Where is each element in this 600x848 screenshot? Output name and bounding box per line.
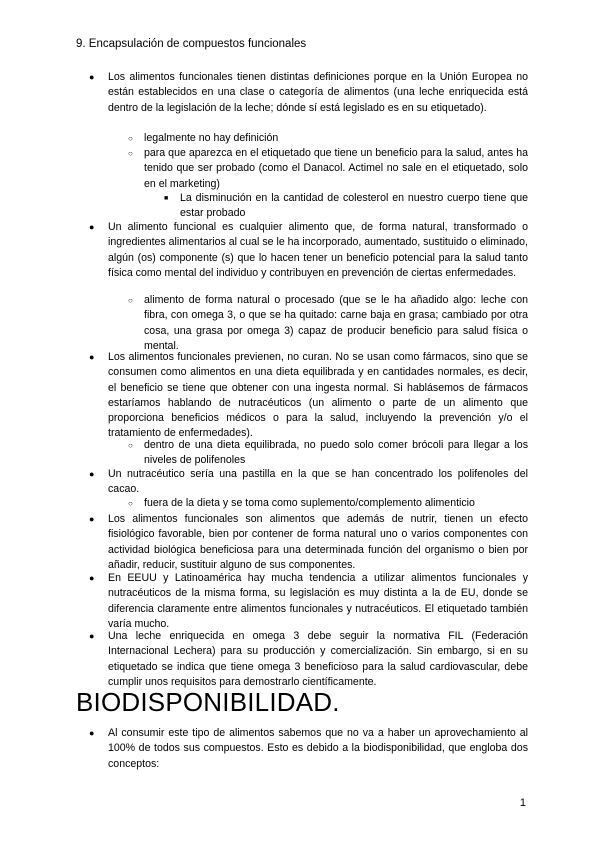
section-title: 9. Encapsulación de compuestos funcionales — [76, 38, 307, 50]
bullet-dot-icon: ● — [89, 573, 95, 583]
list-item: alimento de forma natural o procesado (que se le ha añadido algo: leche con fibra, con omega 3, o que se ha quitado: carne baja en grasa; cambiado por otra cosa, una grasa por omega 3) capaz de producir beneficio para salud física o mental. — [144, 294, 528, 352]
list-item: legalmente no hay definición — [144, 132, 279, 144]
list-item: Una leche enriquecida en omega 3 debe seguir la normativa FIL (Federación Internacional Lechera) para su producción y comercialización. Sin embargo, si en su etiquetado se indica que tiene omega 3 beneficioso para la salud cardiovascular, debe cumplir unos requisitos para demostrarlo científicamente. — [108, 630, 528, 688]
list-item: Un nutracéutico sería una pastilla en la que se han concentrado los polifenoles del cacao. — [108, 468, 528, 496]
list-item: dentro de una dieta equilibrada, no puedo solo comer brócoli para llegar a los niveles de polifenoles — [144, 439, 528, 467]
bullet-square-icon: ■ — [164, 195, 169, 202]
bullet-dot-icon: ● — [89, 631, 95, 641]
bullet-circle-icon: ○ — [128, 134, 133, 143]
bullet-dot-icon: ● — [89, 469, 95, 479]
list-item: para que aparezca en el etiquetado que tiene un beneficio para la salud, antes ha tenido que ser probado (como el Danacol. Actimel no sale en el etiquetado, solo en el marketing) — [144, 147, 528, 190]
bullet-dot-icon: ● — [89, 72, 95, 82]
page-number: 1 — [519, 797, 526, 809]
list-item: La disminución en la cantidad de colesterol en nuestro cuerpo tiene que estar probado — [180, 192, 528, 220]
list-item: Los alimentos funcionales tienen distintas definiciones porque en la Unión Europea no están establecidos en una clase o categoría de alimentos (una leche enriquecida está dentro de la legislación de la leche; dónde sí está legislado es en su etiquetado). — [108, 71, 528, 114]
bullet-circle-icon: ○ — [128, 441, 133, 450]
bullet-dot-icon: ● — [89, 728, 95, 738]
heading: BIODISPONIBILIDAD. — [76, 687, 340, 717]
list-item: Al consumir este tipo de alimentos sabemos que no va a haber un aprovechamiento al 100% de todos sus compuestos. Esto es debido a la biodisponibilidad, que engloba dos conceptos: — [108, 727, 528, 770]
bullet-circle-icon: ○ — [128, 149, 133, 158]
bullet-circle-icon: ○ — [128, 296, 133, 305]
list-item: Los alimentos funcionales previenen, no curan. No se usan como fármacos, sino que se consumen como alimentos en una dieta equilibrada y en cantidades normales, es decir, el beneficio se tiene que obtener con una ingesta normal. Si hablásemos de fármacos estaríamos hablando de nutracéuticos (un alimento o parte de un alimento que proporciona beneficios médicos o para la salud, incluyendo la prevención y/o el tratamiento de enfermedades). — [108, 351, 528, 440]
bullet-dot-icon: ● — [89, 352, 95, 362]
list-item: fuera de la dieta y se toma como suplemento/complemento alimenticio — [144, 497, 475, 509]
bullet-dot-icon: ● — [89, 222, 95, 232]
bullet-dot-icon: ● — [89, 514, 95, 524]
list-item: Los alimentos funcionales son alimentos que además de nutrir, tienen un efecto fisiológico favorable, bien por contener de forma natural uno o varios componentes con actividad biológica beneficiosa para una determinada función del organismo o bien por añadir, reducir, sustituir alguno de sus componentes. — [108, 513, 528, 571]
list-item: En EEUU y Latinoamérica hay mucha tendencia a utilizar alimentos funcionales y nutracéuticos de la misma forma, su legislación es muy distinta a la de EU, donde se diferencia claramente entre alimentos funcionales y nutracéuticos. El etiquetado también varía mucho. — [108, 572, 528, 630]
bullet-circle-icon: ○ — [128, 499, 133, 508]
list-item: Un alimento funcional es cualquier alimento que, de forma natural, transformado o ingredientes alimentarios al cual se le ha incorporado, aumentado, sustituido o eliminado, algún (os) componente (s) que lo hacen tener un beneficio potencial para la salud tanto física como mental del individuo y contribuyen en prevención de ciertas enfermedades. — [108, 221, 528, 279]
